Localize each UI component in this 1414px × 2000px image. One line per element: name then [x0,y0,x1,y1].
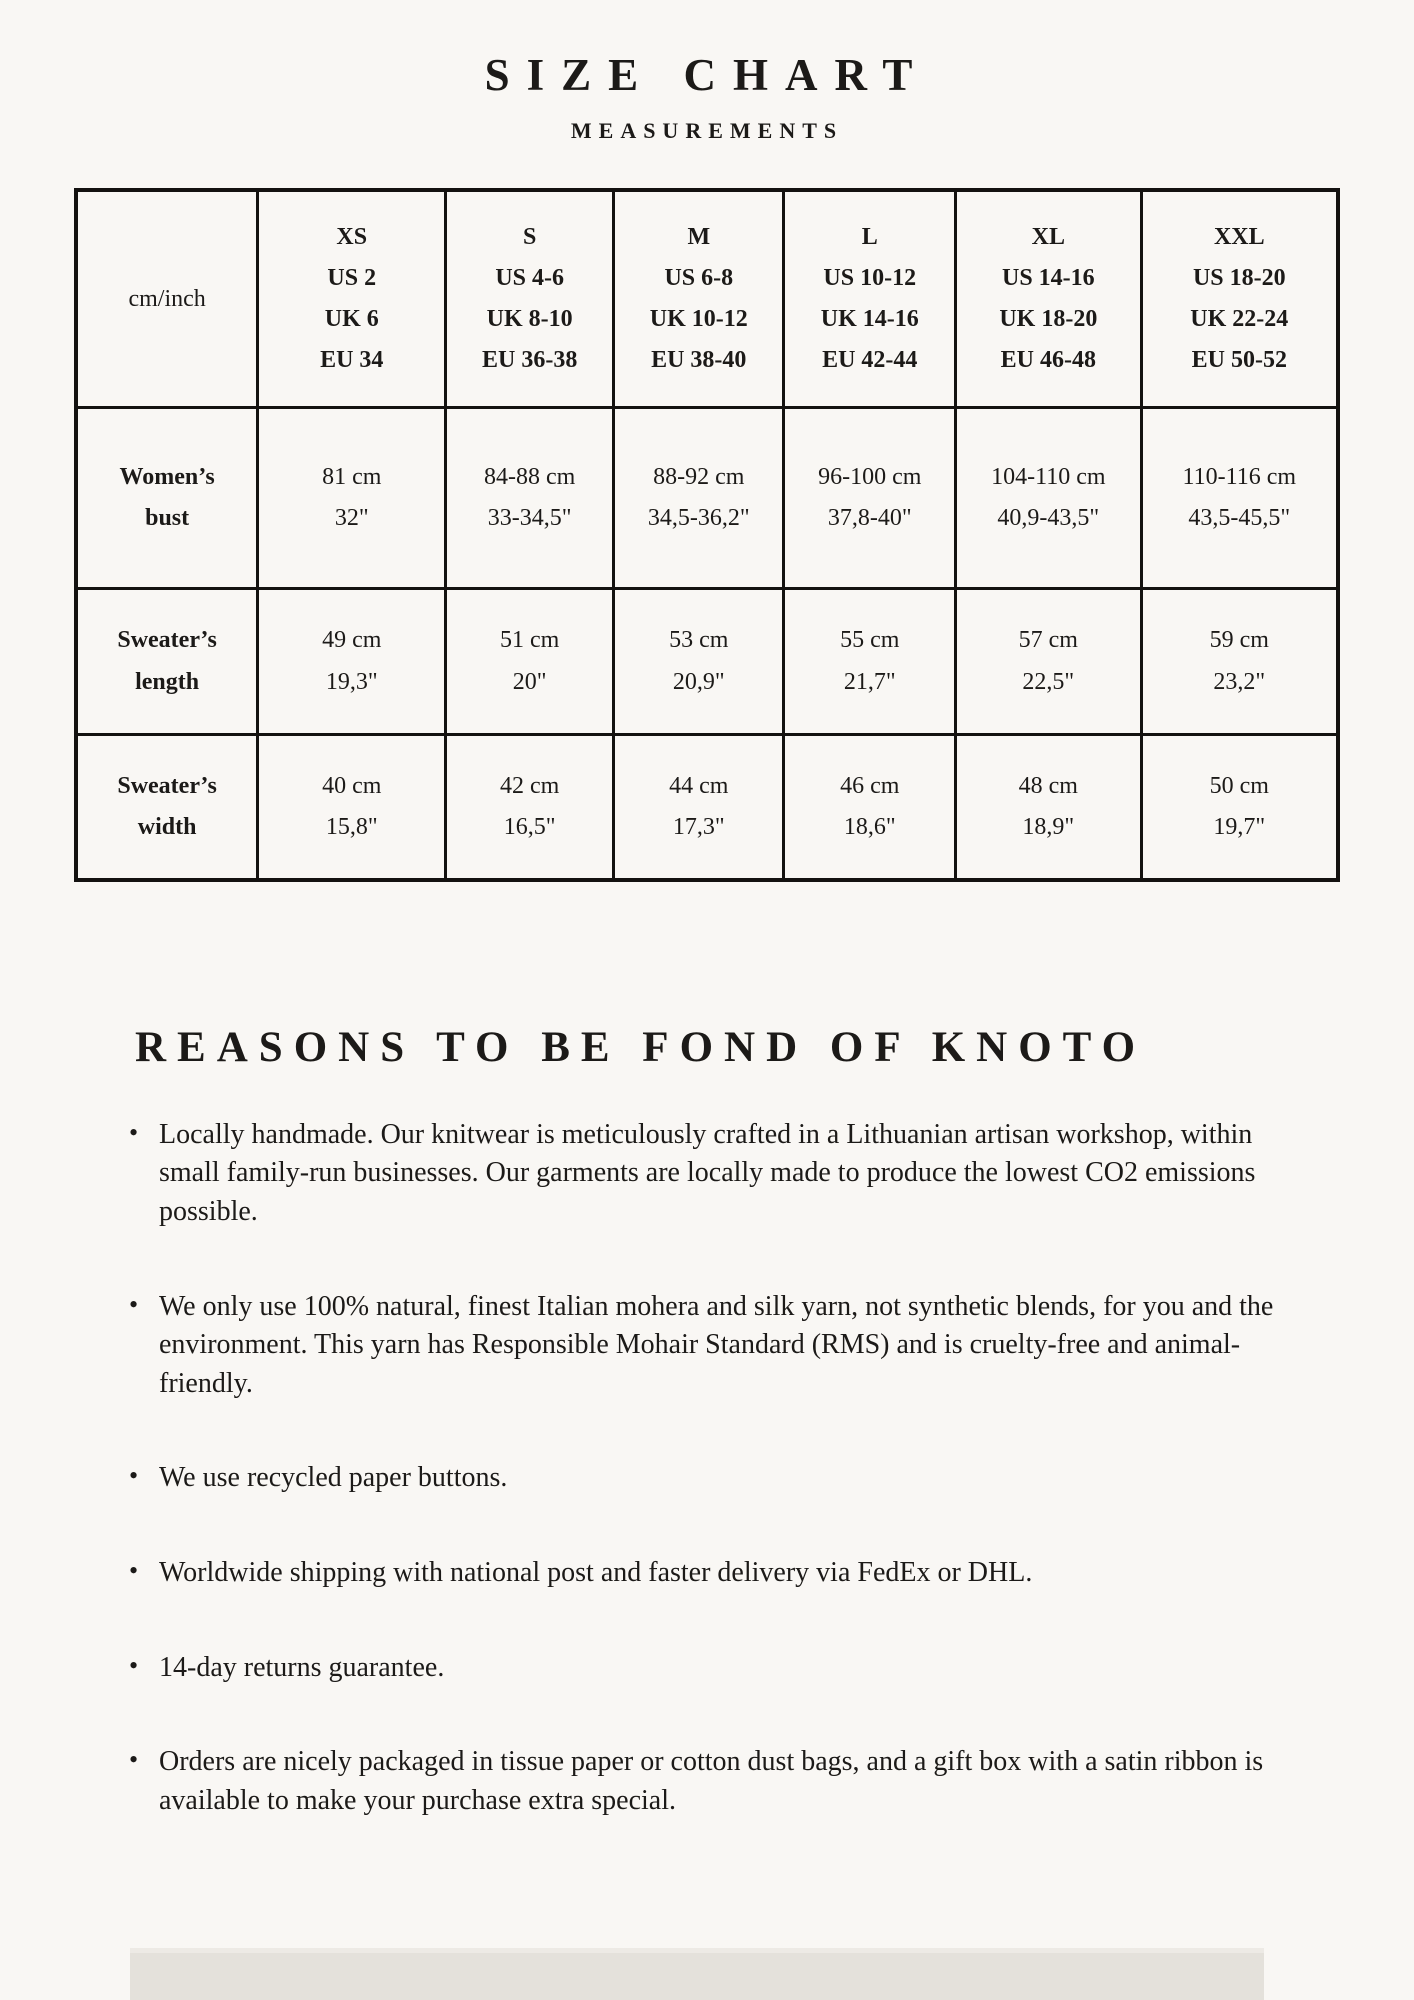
inch-value: 16,5" [503,814,556,841]
measurement-cell [1141,589,1338,735]
reason-item-recycled-buttons: • We use recycled paper buttons. [159,1459,1319,1498]
size-label: M [687,223,711,250]
page-subtitle: MEASUREMENTS [570,117,844,143]
inch-value: 32" [334,505,369,532]
measurement-cell [614,589,784,735]
page-title: SIZE CHART [484,50,930,100]
measurement-cell [1141,735,1338,881]
row-label-sweaters-width [76,735,258,881]
us-size: US 18-20 [1192,264,1286,291]
size-label: S [522,223,537,250]
row-label-line: width [137,814,197,841]
eu-size: EU 46-48 [1000,347,1096,374]
size-chart-table [74,188,1340,882]
inch-value: 21,7" [843,668,896,695]
eu-size: EU 36-38 [482,347,578,374]
reason-item-natural-yarn: • We only use 100% natural, finest Italian mohera and silk yarn, not synthetic blends, for you and the environment. This yarn has Responsible Mohair Standard (RMS) and is cruelty-free and animal-friendly. [159,1288,1319,1404]
inch-value: 34,5-36,2" [647,505,750,532]
uk-size: UK 10-12 [649,306,748,333]
measurement-cell [784,408,956,589]
size-label: XL [1031,223,1065,250]
us-size: US 14-16 [1001,264,1095,291]
eu-size: EU 38-40 [651,347,747,374]
inch-value: 17,3" [672,814,725,841]
size-column-xxl [1141,190,1338,408]
row-label-womens-bust [76,408,258,589]
footer-image-edge [130,1948,1264,2000]
inch-value: 18,6" [843,814,896,841]
size-column-xs [258,190,446,408]
cm-value: 88-92 cm [653,463,745,490]
cm-value: 81 cm [322,463,382,490]
size-label: XXL [1213,223,1265,250]
measurement-cell [956,589,1142,735]
cm-value: 53 cm [669,627,729,654]
reason-item-worldwide-shipping: • Worldwide shipping with national post and faster delivery via FedEx or DHL. [159,1554,1319,1593]
measurement-cell [784,589,956,735]
inch-value: 23,2" [1213,668,1266,695]
measurement-cell [258,735,446,881]
row-label-line: Sweater’s [117,772,217,799]
row-label-line: bust [145,505,190,532]
measurement-cell [956,408,1142,589]
uk-size: UK 22-24 [1190,306,1289,333]
measurement-cell [446,589,614,735]
inch-value: 20,9" [672,668,725,695]
measurement-cell [614,408,784,589]
reason-item-locally-handmade: • Locally handmade. Our knitwear is meticulously crafted in a Lithuanian artisan workshop, within small family-run businesses. Our garments are locally made to produce the lowest CO2 emissions possible. [159,1116,1319,1232]
table-header-row [76,190,1338,408]
reasons-heading: REASONS TO BE FOND OF KNOTO [135,1024,1147,1072]
eu-size: EU 50-52 [1191,347,1287,374]
us-size: US 6-8 [664,264,734,291]
inch-value: 15,8" [325,814,378,841]
cm-value: 51 cm [500,627,560,654]
uk-size: UK 18-20 [999,306,1098,333]
eu-size: EU 42-44 [822,347,918,374]
measurement-cell [258,408,446,589]
uk-size: UK 8-10 [486,306,573,333]
reasons-section [135,1022,1319,1820]
cm-value: 46 cm [840,772,900,799]
cm-value: 110-116 cm [1182,463,1297,490]
cm-value: 55 cm [840,627,900,654]
inch-value: 22,5" [1022,668,1075,695]
inch-value: 20" [512,668,547,695]
size-column-s [446,190,614,408]
us-size: US 2 [327,264,377,291]
cm-value: 57 cm [1018,627,1078,654]
row-label-line: Women’s [119,463,215,490]
eu-size: EU 34 [320,347,384,374]
size-label: XS [336,223,368,250]
cm-value: 84-88 cm [484,463,576,490]
measurement-cell [956,735,1142,881]
measurement-cell [446,735,614,881]
size-column-m [614,190,784,408]
cm-value: 48 cm [1018,772,1078,799]
uk-size: UK 6 [324,306,379,333]
inch-value: 18,9" [1022,814,1075,841]
inch-value: 37,8-40" [827,505,912,532]
measurement-cell [1141,408,1338,589]
size-column-xl [956,190,1142,408]
cm-value: 50 cm [1209,772,1269,799]
measurement-cell [446,408,614,589]
inch-value: 33-34,5" [487,505,572,532]
reasons-list [135,1116,1319,1821]
us-size: US 10-12 [823,264,917,291]
size-label: L [861,223,878,250]
unit-corner-cell: cm/inch [76,190,258,408]
measurement-cell [784,735,956,881]
reason-item-packaging: • Orders are nicely packaged in tissue paper or cotton dust bags, and a gift box with a satin ribbon is available to make your purchase extra special. [159,1743,1319,1820]
cm-value: 44 cm [669,772,729,799]
table-row-sweaters-width [76,735,1338,881]
row-label-line: length [135,668,200,695]
cm-value: 40 cm [322,772,382,799]
row-label-sweaters-length [76,589,258,735]
row-label-line: Sweater’s [117,627,217,654]
cm-value: 59 cm [1209,627,1269,654]
size-column-l [784,190,956,408]
inch-value: 19,7" [1213,814,1266,841]
cm-value: 96-100 cm [818,463,922,490]
inch-value: 43,5-45,5" [1188,505,1291,532]
us-size: US 4-6 [495,264,564,291]
inch-value: 40,9-43,5" [997,505,1100,532]
table-row-womens-bust [76,408,1338,589]
measurement-cell [614,735,784,881]
measurement-cell [258,589,446,735]
table-row-sweaters-length [76,589,1338,735]
inch-value: 19,3" [325,668,378,695]
cm-value: 42 cm [500,772,560,799]
cm-value: 104-110 cm [991,463,1106,490]
reason-item-returns-guarantee: • 14-day returns guarantee. [159,1649,1319,1688]
uk-size: UK 14-16 [820,306,919,333]
cm-value: 49 cm [322,627,382,654]
